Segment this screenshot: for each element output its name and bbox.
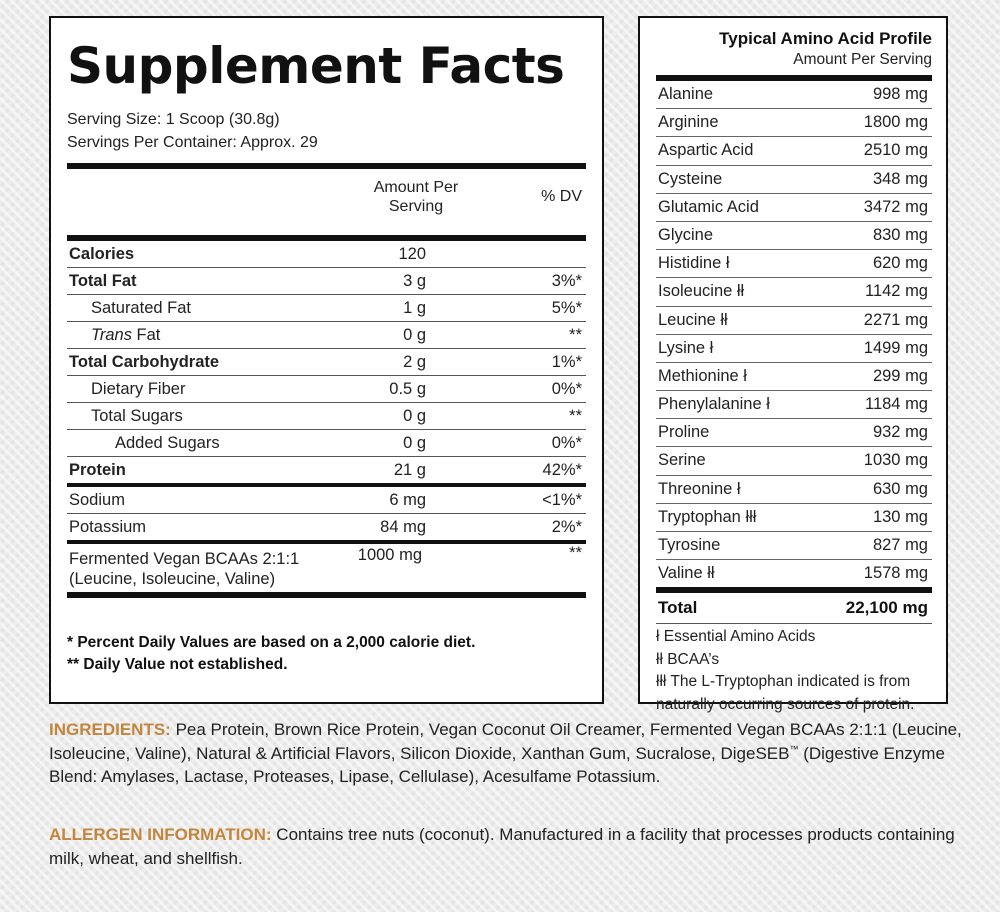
fact-row-total-carbohydrate (67, 349, 586, 375)
amino-acid-value: 348 mg (872, 169, 928, 188)
fact-amount: 0 g (403, 407, 426, 425)
fact-label: Added Sugars (115, 434, 220, 452)
amino-acid-name: Serine (658, 451, 706, 470)
fact-row-potassium (67, 514, 586, 540)
fact-amount: 120 (398, 245, 426, 263)
fact-amount: 6 mg (389, 491, 426, 509)
amino-total-value: 22,100 mg (845, 598, 928, 618)
amino-acid-row (656, 390, 932, 418)
fact-dv: ** (569, 544, 582, 562)
amino-acid-name: Aspartic Acid (658, 141, 754, 160)
fact-label (91, 322, 160, 348)
dv-header: % DV (541, 188, 582, 205)
amino-acid-row (656, 165, 932, 193)
facts-header (67, 169, 586, 235)
amino-acid-list (656, 81, 932, 587)
amino-acid-name: Cysteine (658, 169, 723, 188)
bcaa-label-line1: Fermented Vegan BCAAs 2:1:1 (69, 550, 300, 568)
amino-acid-name: Glycine (658, 225, 714, 244)
fact-amount: 3 g (403, 272, 426, 290)
fact-label: Protein (69, 461, 126, 479)
amino-acid-value: 1499 mg (863, 338, 928, 357)
amino-acid-value: 932 mg (872, 423, 928, 442)
fact-row-sodium (67, 487, 586, 513)
fact-label: Total Fat (69, 272, 137, 290)
amino-acid-row (656, 418, 932, 446)
amino-acid-name: Proline (658, 423, 710, 442)
divider-thick (67, 592, 586, 598)
amino-acid-row (656, 334, 932, 362)
bcaa-label-line2: (Leucine, Isoleucine, Valine) (69, 570, 276, 588)
trademark-symbol: ™ (789, 743, 799, 754)
fact-label: Saturated Fat (91, 299, 191, 317)
fact-label: Dietary Fiber (91, 380, 186, 398)
amino-acid-value: 2510 mg (863, 141, 928, 160)
fact-amount: 84 mg (380, 518, 426, 536)
amino-acid-row (656, 108, 932, 136)
amino-acid-row (656, 475, 932, 503)
fact-row-bcaas (67, 544, 586, 592)
allergen-label: ALLERGEN INFORMATION: (49, 825, 272, 844)
ingredients-section (49, 718, 969, 789)
note-tryptophan-1: łłł The L-Tryptophan indicated is from (656, 673, 911, 691)
servings-per-container: Servings Per Container: Approx. 29 (67, 134, 318, 151)
amino-acid-value: 299 mg (872, 366, 928, 385)
amino-acid-value: 830 mg (872, 225, 928, 244)
amino-acid-row (656, 277, 932, 305)
fact-dv: 3%* (551, 272, 582, 290)
amino-acid-name: Leucine łł (658, 310, 728, 329)
amino-acid-row (656, 306, 932, 334)
note-tryptophan-2: naturally occurring sources of protein. (656, 695, 915, 713)
amino-acid-value: 2271 mg (863, 310, 928, 329)
amino-acid-name: Histidine ł (658, 254, 730, 273)
allergen-text: Contains tree nuts (coconut). Manufactured in a facility that processes products containing milk, wheat, and shellfish. (49, 825, 955, 868)
fact-label (69, 549, 299, 589)
fact-row-added-sugars (67, 430, 586, 456)
amino-acid-name: Threonine ł (658, 479, 741, 498)
amino-acid-name: Tyrosine (658, 536, 721, 554)
fact-dv: 0%* (551, 434, 582, 452)
amino-acid-name: Glutamic Acid (658, 197, 759, 216)
amino-acid-value: 998 mg (872, 85, 928, 103)
allergen-section (49, 823, 969, 870)
amino-acid-value: 1578 mg (863, 564, 928, 583)
supplement-facts-title: Supplement Facts (67, 37, 565, 95)
fact-row-calories (67, 241, 586, 267)
amino-acid-name: Methionine ł (658, 366, 747, 385)
fact-amount: 2 g (403, 353, 426, 371)
fact-dv: <1%* (542, 491, 582, 509)
divider-thin (656, 623, 932, 624)
fact-dv: ** (569, 326, 582, 344)
amino-profile-title: Typical Amino Acid Profile (719, 29, 932, 48)
fact-dv: 5%* (551, 299, 582, 317)
fact-amount: 0.5 g (389, 380, 426, 398)
fact-amount: 1 g (403, 299, 426, 317)
amino-acid-row (656, 136, 932, 164)
fact-label: Sodium (69, 491, 125, 509)
fact-label: Calories (69, 245, 135, 263)
fact-dv: 2%* (551, 518, 582, 536)
fact-dv: 1%* (551, 353, 582, 371)
fact-row-trans-fat (67, 322, 586, 348)
amino-acid-row (656, 531, 932, 559)
fact-label: Total Carbohydrate (69, 353, 220, 371)
amino-acid-name: Valine łł (658, 564, 715, 583)
fact-dv: 0%* (551, 380, 582, 398)
amino-total-row (656, 593, 932, 623)
amino-acid-value: 130 mg (872, 507, 928, 526)
fact-row-saturated-fat (67, 295, 586, 321)
supplement-facts-panel (49, 16, 604, 704)
ingredients-text-continued: (Digestive Enzyme Blend: Amylases, Lactase, Proteases, Lipase, Cellulase), Acesulfame Potassium. (49, 743, 945, 786)
fact-row-total-fat (67, 268, 586, 294)
amount-header-line2: Serving (388, 198, 444, 215)
fact-label: Potassium (69, 518, 147, 536)
note-bcaa: łł BCAA’s (656, 650, 720, 668)
amino-acid-value: 630 mg (872, 479, 928, 498)
fact-row-protein (67, 457, 586, 483)
amino-acid-name: Phenylalanine ł (658, 395, 770, 414)
amino-acid-value: 1800 mg (863, 113, 928, 132)
fact-label: Total Sugars (91, 407, 183, 425)
amino-acid-value: 1142 mg (865, 282, 928, 301)
trans-italic: Trans (91, 326, 132, 344)
footnote-percent-dv: * Percent Daily Values are based on a 2,000 calorie diet. (67, 634, 476, 651)
fact-amount: 0 g (403, 434, 426, 452)
footnote-not-established: ** Daily Value not established. (67, 656, 288, 673)
amino-acid-name: Isoleucine łł (658, 282, 745, 301)
amino-acid-value: 1184 mg (865, 395, 928, 414)
fact-row-dietary-fiber (67, 376, 586, 402)
fact-amount: 1000 mg (357, 546, 422, 564)
amino-acid-name: Alanine (658, 85, 714, 103)
fact-row-total-sugars (67, 403, 586, 429)
amino-acid-row (656, 249, 932, 277)
fact-amount: 21 g (393, 461, 426, 479)
amino-acid-name: Tryptophan łłł (658, 507, 757, 526)
amount-header-line1: Amount Per (373, 179, 459, 196)
amino-acid-name: Lysine ł (658, 338, 714, 357)
amino-acid-row (656, 503, 932, 531)
fact-dv: ** (569, 407, 582, 425)
amino-acid-name: Arginine (658, 113, 719, 132)
amount-per-serving-header (361, 178, 471, 216)
amino-acid-row (656, 81, 932, 108)
amino-acid-row (656, 446, 932, 474)
trans-fat-rest: Fat (131, 326, 161, 344)
amino-acid-row (656, 221, 932, 249)
amino-acid-row (656, 559, 932, 587)
amino-acid-value: 620 mg (872, 254, 928, 273)
amino-notes (656, 626, 932, 716)
amino-acid-row (656, 362, 932, 390)
fact-amount: 0 g (403, 326, 426, 344)
amino-acid-profile-panel (638, 16, 948, 713)
note-essential: ł Essential Amino Acids (656, 628, 816, 646)
serving-info (67, 108, 586, 154)
amino-acid-row (656, 193, 932, 221)
amino-total-label: Total (658, 598, 698, 618)
serving-size: Serving Size: 1 Scoop (30.8g) (67, 111, 280, 128)
amino-acid-value: 3472 mg (863, 197, 928, 216)
amino-profile-subtitle: Amount Per Serving (793, 51, 932, 68)
amino-acid-value: 1030 mg (863, 451, 928, 470)
amino-acid-value: 827 mg (872, 536, 928, 554)
fact-dv: 42%* (542, 461, 582, 479)
ingredients-text: Pea Protein, Brown Rice Protein, Vegan Coconut Oil Creamer, Fermented Vegan BCAAs 2:1:1 (Leucine, Isoleucine, Valine), Natural & Artificial Flavors, Silicon Dioxide, Xanthan Gum, Sucralose, DigeSEB (49, 720, 962, 763)
daily-value-footnotes (67, 632, 586, 676)
ingredients-label: INGREDIENTS: (49, 720, 171, 739)
